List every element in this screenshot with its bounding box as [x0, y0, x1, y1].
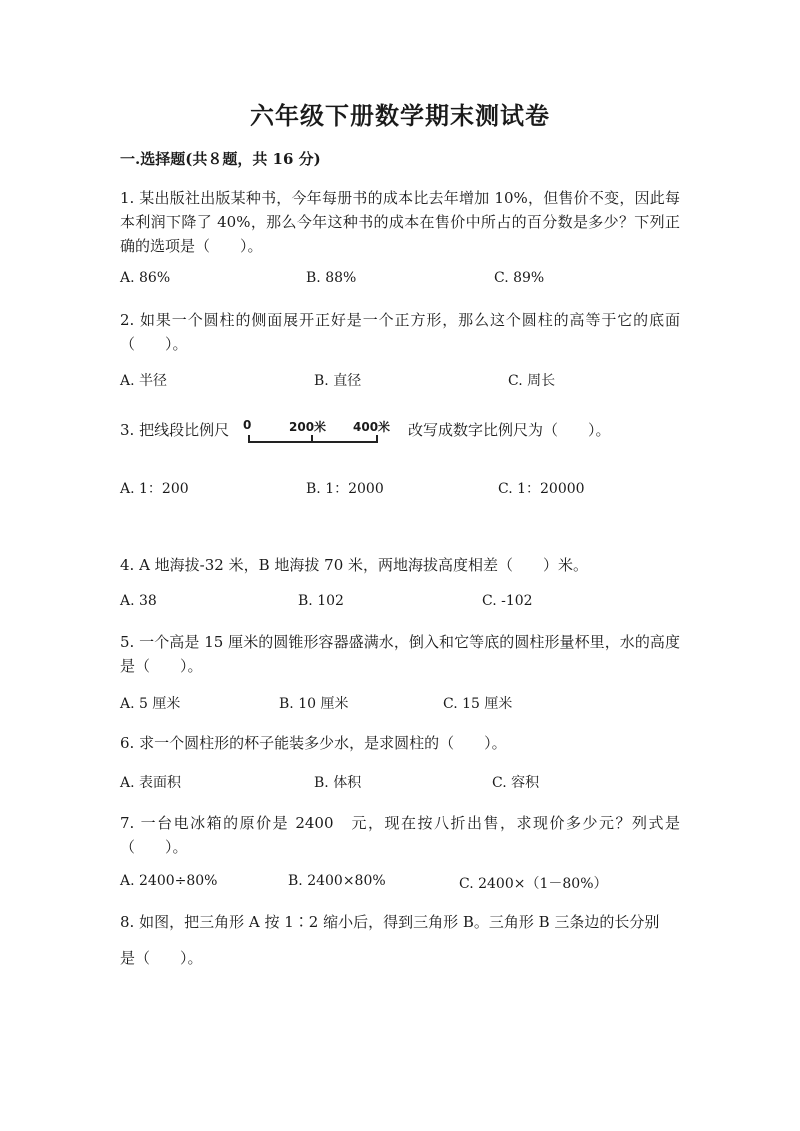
- question-8-line-1: 8. 如图，把三角形 A 按 1∶2 缩小后，得到三角形 B。三角形 B 三条边的长分别: [120, 913, 660, 931]
- section-heading: 一.选择题(共８题，共 16 分): [120, 150, 321, 168]
- q5-option-c: C. 15 厘米: [443, 696, 513, 712]
- scale-tick: [311, 435, 313, 443]
- q7-option-c: C. 2400×（1－80%）: [459, 876, 608, 892]
- q6-option-b: B. 体积: [314, 775, 362, 791]
- q6-option-c: C. 容积: [492, 775, 540, 791]
- question-7: 7. 一台电冰箱的原价是 2400 元，现在按八折出售，求现价多少元？列式是（ ）。: [120, 814, 680, 856]
- question-1: 1. 某出版社出版某种书，今年每册书的成本比去年增加 10%，但售价不变，因此每本利润下降了 40%，那么今年这种书的成本在售价中所占的百分数是多少？下列正确的选项是（ ）。: [120, 189, 680, 255]
- scale-bar: [248, 441, 378, 443]
- q3-option-c: C. 1：20000: [498, 481, 585, 497]
- q7-option-a: A. 2400÷80%: [120, 873, 218, 889]
- question-8-line-2: 是（ ）。: [120, 949, 203, 967]
- question-2: 2. 如果一个圆柱的侧面展开正好是一个正方形，那么这个圆柱的高等于它的底面（ ）。: [120, 311, 680, 353]
- q2-option-b: B. 直径: [314, 373, 362, 389]
- q1-option-b: B. 88%: [306, 270, 357, 286]
- scale-label-400: 400米: [353, 420, 391, 434]
- q4-option-c: C. -102: [482, 593, 533, 609]
- q1-option-a: A. 86%: [120, 270, 171, 286]
- q5-option-b: B. 10 厘米: [279, 696, 349, 712]
- question-6: 6. 求一个圆柱形的杯子能装多少水，是求圆柱的（ ）。: [120, 734, 507, 752]
- q3-option-a: A. 1：200: [120, 481, 189, 497]
- scale-tick: [248, 435, 250, 443]
- q5-option-a: A. 5 厘米: [120, 696, 181, 712]
- scale-tick: [376, 435, 378, 443]
- q2-option-c: C. 周长: [508, 373, 556, 389]
- question-3-suffix: 改写成数字比例尺为（ ）。: [408, 421, 611, 439]
- q4-option-a: A. 38: [120, 593, 157, 609]
- q7-option-b: B. 2400×80%: [288, 873, 386, 889]
- q2-option-a: A. 半径: [120, 373, 168, 389]
- page-title: 六年级下册数学期末测试卷: [250, 101, 550, 130]
- question-4: 4. A 地海拔-32 米，B 地海拔 70 米，两地海拔高度相差（ ）米。: [120, 556, 589, 574]
- question-3-prefix: 3. 把线段比例尺: [120, 421, 230, 439]
- line-scale-figure: [243, 418, 403, 448]
- q1-option-c: C. 89%: [494, 270, 545, 286]
- question-5: 5. 一个高是 15 厘米的圆锥形容器盛满水，倒入和它等底的圆柱形量杯里，水的高度是（ ）。: [120, 633, 680, 675]
- q6-option-a: A. 表面积: [120, 775, 182, 791]
- scale-label-0: 0: [243, 418, 252, 432]
- q4-option-b: B. 102: [298, 593, 344, 609]
- scale-label-200: 200米: [289, 420, 327, 434]
- q3-option-b: B. 1：2000: [306, 481, 384, 497]
